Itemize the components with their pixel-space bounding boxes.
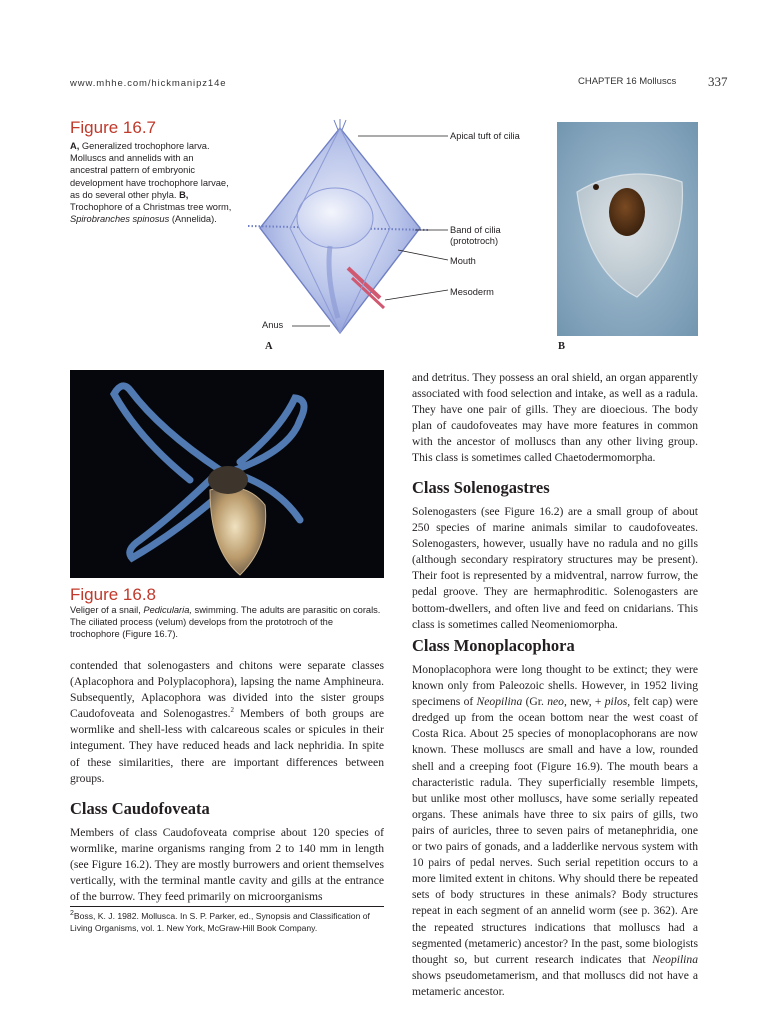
solenogastres-paragraph: Solenogasters (see Figure 16.2) are a small group of about 250 species of marine animals similar to caudofoveates. Solenogasters, however, usually have no radula and no gills (although secondary respiratory structures may be present). Their foot is represented by a midventral, narrow furrow, the pedal groove. They are hermaphroditic. Solenogasters are bottom-dwellers, and often live and feed on cnidarians. This class is sometimes called Neomeniomorpha. [412, 505, 698, 631]
page-number: 337 [708, 74, 728, 89]
trochophore-micrograph [557, 122, 698, 336]
header-url: www.mhhe.com/hickmanipz14e [70, 78, 227, 89]
right-continuation-paragraph: and detritus. They possess an oral shield, an organ apparently associated with food selection and intake, as well as a radula. They have one pair of gills. They are dioecious. The body plan of caudofoveates may have more features in common with the ancestor of molluscs than any other living group. This class is sometimes called Chaetodermomorpha. [412, 371, 698, 465]
caudofoveata-paragraph: Members of class Caudofoveata comprise about 120 species of wormlike, marine organisms ranging from 2 to 140 mm in length (see Figure 16.2). They are mostly burrowers and orient themselves vertically, with the terminal mantle cavity and gills at the entrance of the burrow. They feed primarily on microorganisms [70, 826, 384, 904]
figure-16-8-caption: Veliger of a snail, Pedicularia, swimming. The adults are parasitic on corals. The ciliated process (velum) develops from the prototroch of the trochophore (Figure 16.7). [70, 605, 381, 640]
callout-mouth: Mouth [450, 256, 476, 266]
monoplacophora-paragraph: Monoplacophora were long thought to be extinct; they were known only from Paleozoic shells. However, in 1952 living specimens of Neopilina (Gr. neo, new, + pilos, felt cap) were dredged up from the ocean bottom near the west coast of Costa Rica. About 25 species of monoplacophorans are now known. These molluscs are small and have a low, rounded shell and a creeping foot (Figure 16.9). The mouth bears a characteristic radula. They superficially resemble limpets, but unlike most other molluscs, have some serially repeated organs. These animals have three to six pairs of gills, two pairs of auricles, three to seven pairs of metanephridia, one or two pairs of gonads, and a ladderlike nervous system with 10 pairs of pedal nerves. Such serial repetition occurs to a more limited extent in chitons. Why should there be repeated sets of body structures in these animals? Body structures repeat in each segment of an annelid worm (see p. 362). Are the repeated structures indications that molluscs had a segmented (metameric) ancestor? In the past, some biologists thought so, but current research indicates that Neopilina shows pseudometamerism, and that molluscs did not have a metameric ancestor. [412, 663, 699, 998]
heading-solenogastres: Class Solenogastres [412, 478, 550, 497]
header-chapter: CHAPTER 16 Molluscs [578, 76, 677, 87]
figure-16-8-label: Figure 16.8 [70, 585, 156, 604]
callout-anus: Anus [262, 320, 284, 330]
callout-apical-tuft: Apical tuft of cilia [450, 131, 520, 141]
figure-16-7-caption: A, Generalized trochophore larva. Molluscs and annelids with an ancestral pattern of embryonic development have trochophore larvae, as do several other phyla. B, Trochophore of a Christmas tree worm, Spirobranches spinosus (Annelida). [70, 141, 232, 225]
heading-caudofoveata: Class Caudofoveata [70, 799, 210, 818]
heading-monoplacophora: Class Monoplacophora [412, 636, 575, 655]
callout-band-of-cilia: Band of cilia (prototroch) [450, 225, 501, 246]
figure-16-7-label: Figure 16.7 [70, 118, 156, 137]
panel-a-letter: A [265, 341, 273, 352]
callout-mesoderm: Mesoderm [450, 287, 494, 297]
panel-b-letter: B [558, 341, 566, 352]
footnote-rule [70, 906, 384, 907]
veliger-photo [70, 370, 384, 578]
footnote: $^2$Boss, K. J. 1982. Mollusca. In S. P. Parker, ed., Synopsis and Classification of Living Organisms, vol. 1. New York, McGraw-Hill Book Company. [70, 910, 370, 933]
left-intro-paragraph: contended that solenogasters and chitons were separate classes (Aplacophora and Polyplacophora), lapsing the name Amphineura. Subsequently, Aplacophora was divided into the sister groups Caudofoveata and Solenogastres.$^2$ Members of both groups are wormlike and shell-less with calcareous scales or spicules in their integument. They have reduced heads and lack nephridia. In spite of these similarities, there are important differences between groups. [70, 659, 385, 785]
